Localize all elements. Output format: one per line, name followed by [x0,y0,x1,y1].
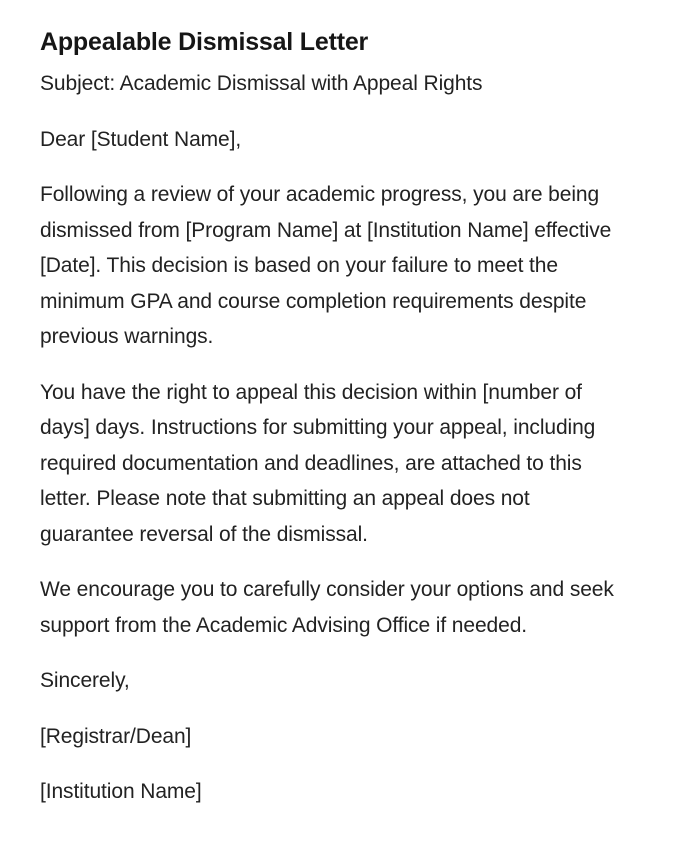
letter-title: Appealable Dismissal Letter [40,28,369,56]
salutation: Dear [Student Name], [40,127,242,151]
subject-line: Subject: Academic Dismissal with Appeal Rights [40,72,483,95]
signature-role: [Registrar/Dean] [40,724,192,748]
body-paragraph-3: We encourage you to carefully consider your options and seek support from the Academic Advising Office if needed. [40,578,614,637]
closing: Sincerely, [40,669,130,692]
letter-content [40,26,616,810]
body-paragraph-2: You have the right to appeal this decision within [number of days] days. Instructions for submitting your appeal, including required documentation and deadlines, are attached to this letter. Please note that submitting an appeal does not guarantee reversal of the dismissal. [40,380,596,546]
signature-institution: [Institution Name] [40,780,202,803]
body-paragraph-1: Following a review of your academic progress, you are being dismissed from [Program Name] at [Institution Name] effective [Date]. This decision is based on your failure to meet the minimum GPA and course completion requirements despite previous warnings. [40,183,612,348]
